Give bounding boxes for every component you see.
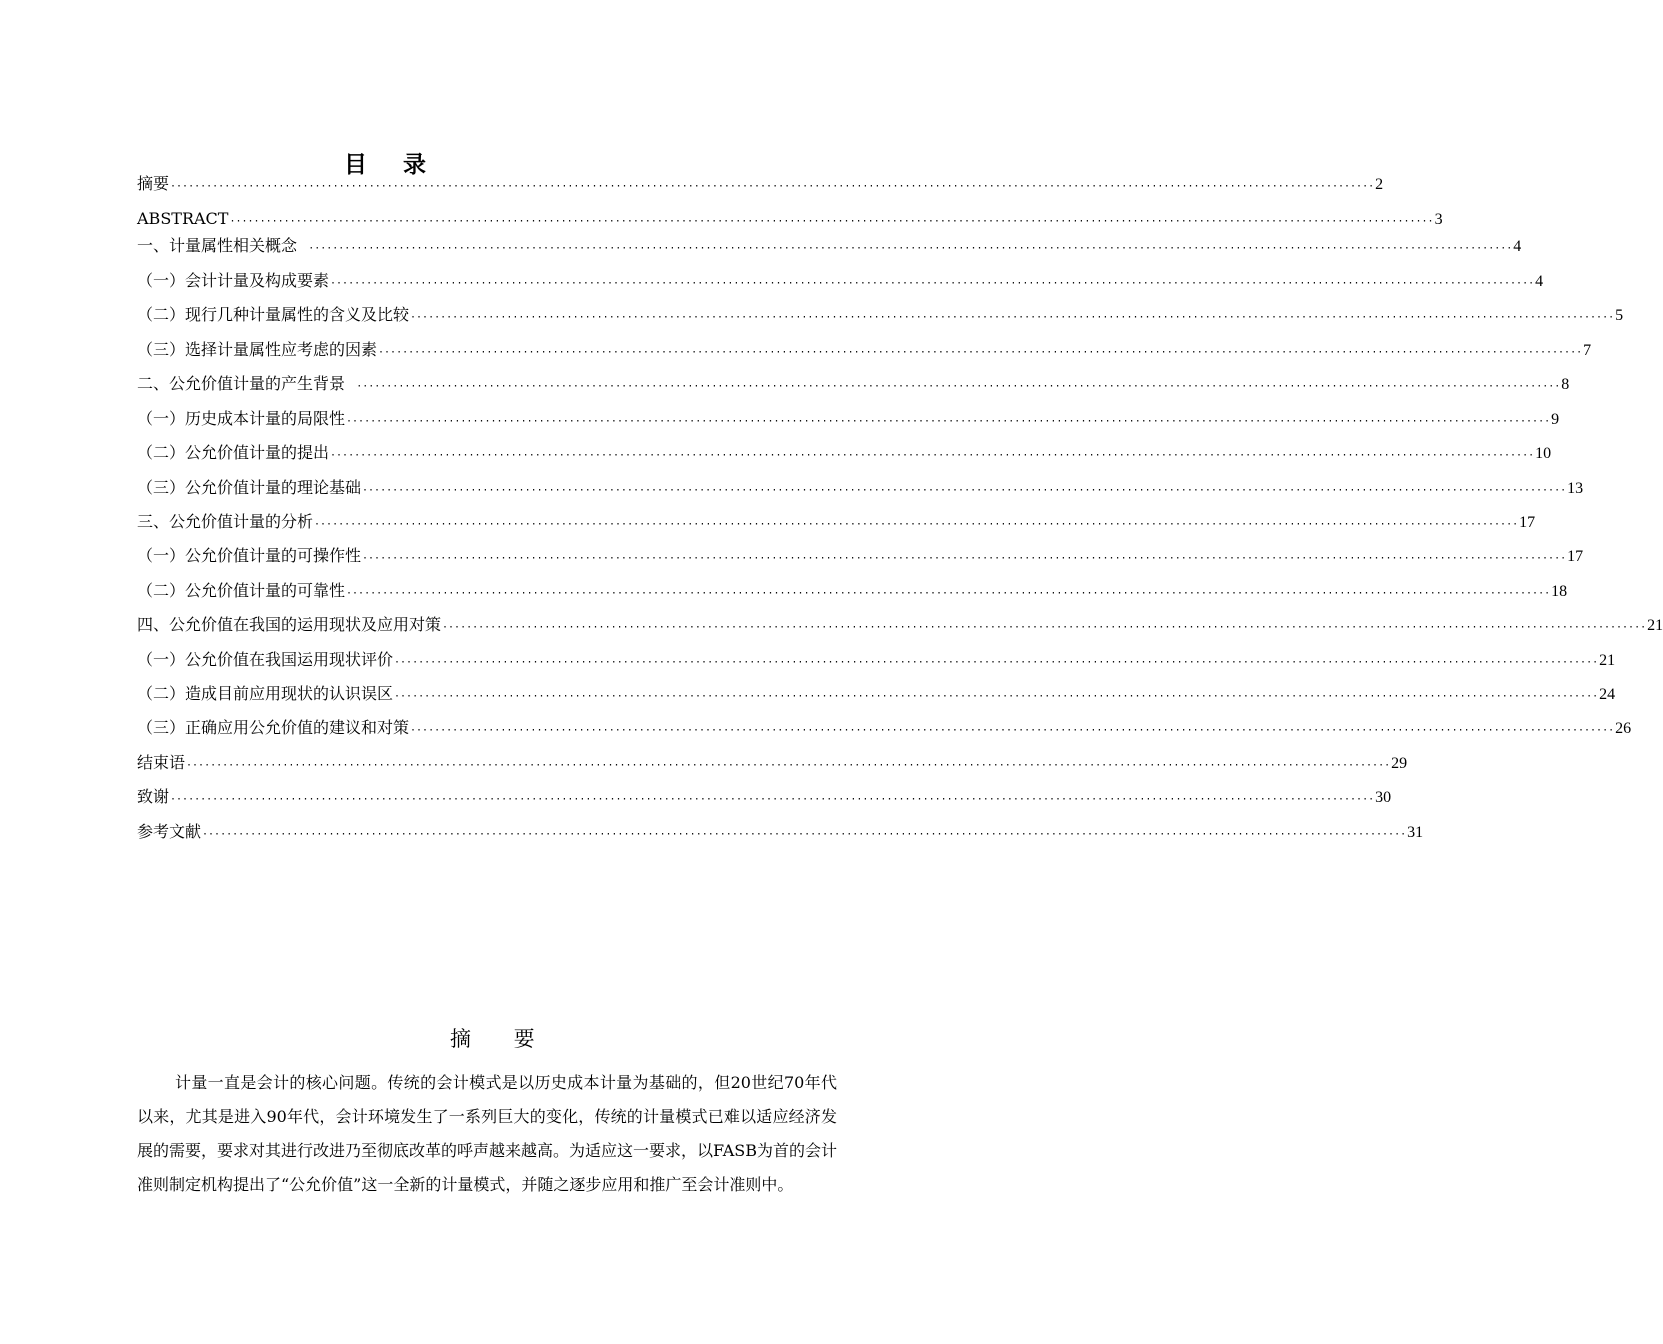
toc-leader-dots: ········································································································································································································ <box>308 243 1513 254</box>
toc-entry-page: 17 <box>1519 514 1536 531</box>
toc-entry-title: （二）现行几种计量属性的含义及比较 <box>137 305 410 324</box>
toc-leader-dots: ········································································································································································································ <box>314 519 1519 530</box>
toc-entry-title: 四、公允价值在我国的运用现状及应用对策 <box>137 615 442 634</box>
toc-entry-page: 13 <box>1567 480 1584 497</box>
toc-leader-dots: ········································································································································································································ <box>346 588 1551 599</box>
toc-entry-page: 3 <box>1434 211 1443 228</box>
toc-entry-page: 7 <box>1583 342 1592 359</box>
toc-leader-dots: ········································································································································································································ <box>362 485 1567 496</box>
toc-entry <box>137 749 1408 777</box>
toc-entry <box>137 542 1584 570</box>
abstract-body: 计量一直是会计的核心问题。传统的会计模式是以历史成本计量为基础的，但20世纪70年代以来，尤其是进入90年代，会计环境发生了一系列巨大的变化，传统的计量模式已难以适应经济发展的需要，要求对其进行改进乃至彻底改革的呼声越来越高。为适应这一要求，以FASB为首的会计准则制定机构提出了“公允价值”这一全新的计量模式，并随之逐步应用和推广至会计准则中。 <box>137 1073 837 1194</box>
toc-leader-dots: ········································································································································································································ <box>202 829 1407 840</box>
toc-entry <box>137 301 1624 329</box>
toc-entry <box>137 508 1536 536</box>
toc-entry <box>137 577 1568 605</box>
toc-leader-dots: ········································································································································································································ <box>170 794 1375 805</box>
toc-entry <box>137 714 1632 742</box>
toc-entry-title: 三、公允价值计量的分析 <box>137 512 314 531</box>
toc-leader-dots: ········································································································································································································ <box>442 622 1647 633</box>
toc-entry <box>137 205 1443 233</box>
toc-leader-dots: ········································································································································································································ <box>330 278 1535 289</box>
toc-entry <box>137 267 1544 295</box>
toc-entry-page: 8 <box>1561 376 1570 393</box>
toc-entry <box>137 370 1570 398</box>
toc-leader-dots: ········································································································································································································ <box>346 416 1551 427</box>
toc-leader-dots: ········································································································································································································ <box>229 216 1434 227</box>
toc-leader-dots: ········································································································································································································ <box>356 381 1561 392</box>
toc-entry-page: 26 <box>1615 720 1632 737</box>
toc-entry <box>137 646 1616 674</box>
toc-entry-page: 30 <box>1375 789 1392 806</box>
toc-leader-dots: ········································································································································································································ <box>410 725 1615 736</box>
toc-entry-page: 9 <box>1551 411 1560 428</box>
toc-entry-page: 21 <box>1599 652 1616 669</box>
toc-leader-dots: ········································································································································································································ <box>394 657 1599 668</box>
toc-leader-dots: ········································································································································································································ <box>186 760 1391 771</box>
toc-entry-page: 21 <box>1647 617 1663 634</box>
toc-title: 目 录 <box>344 152 441 178</box>
toc-entry <box>137 170 1384 198</box>
toc-entry-title: （二）造成目前应用现状的认识误区 <box>137 684 394 703</box>
toc-entry-title: （二）公允价值计量的可靠性 <box>137 581 346 600</box>
toc-entry-page: 4 <box>1513 238 1522 255</box>
toc-entry-page: 10 <box>1535 445 1552 462</box>
toc-entry <box>137 474 1584 502</box>
toc-entry <box>137 818 1424 846</box>
toc-entry-page: 4 <box>1535 273 1544 290</box>
toc-entry-title: （一）公允价值计量的可操作性 <box>137 546 362 565</box>
toc-entry-title: 结束语 <box>137 753 186 772</box>
toc-entry-page: 31 <box>1407 824 1424 841</box>
toc-entry-page: 17 <box>1567 548 1584 565</box>
toc-entry <box>137 680 1616 708</box>
toc-entry-page: 29 <box>1391 755 1408 772</box>
toc-entry-page: 2 <box>1375 176 1384 193</box>
toc-entry <box>137 611 1663 639</box>
toc-leader-dots: ········································································································································································································ <box>330 450 1535 461</box>
toc-entry-title: （三）正确应用公允价值的建议和对策 <box>137 718 410 737</box>
toc-entry-title: （三）公允价值计量的理论基础 <box>137 478 362 497</box>
toc-leader-dots: ········································································································································································································ <box>378 347 1583 358</box>
abstract-title: 摘 要 <box>450 1027 553 1051</box>
toc-entry-page: 5 <box>1615 307 1624 324</box>
toc-leader-dots: ········································································································································································································ <box>410 312 1615 323</box>
toc-entry <box>137 783 1392 811</box>
toc-entry <box>137 439 1552 467</box>
toc-entry <box>137 232 1522 260</box>
toc-leader-dots: ········································································································································································································ <box>170 181 1375 192</box>
toc-entry-title: 致谢 <box>137 787 170 806</box>
toc-leader-dots: ········································································································································································································ <box>394 691 1599 702</box>
toc-entry-title: （二）公允价值计量的提出 <box>137 443 330 462</box>
toc-entry-page: 24 <box>1599 686 1616 703</box>
toc-entry-title: （一）会计计量及构成要素 <box>137 271 330 290</box>
toc-leader-dots: ········································································································································································································ <box>362 553 1567 564</box>
toc-entry-title: 参考文献 <box>137 822 202 841</box>
toc-entry <box>137 336 1592 364</box>
toc-entry <box>137 405 1560 433</box>
toc-entry-title: 一、计量属性相关概念 <box>137 236 308 255</box>
toc-entry-title: ABSTRACT <box>137 209 229 228</box>
toc-entry-title: （一）公允价值在我国运用现状评价 <box>137 650 394 669</box>
toc-entry-page: 18 <box>1551 583 1568 600</box>
toc-entry-title: （三）选择计量属性应考虑的因素 <box>137 340 378 359</box>
toc-entry-title: 二、公允价值计量的产生背景 <box>137 374 356 393</box>
toc-entry-title: 摘要 <box>137 174 170 193</box>
toc-entry-title: （一）历史成本计量的局限性 <box>137 409 346 428</box>
